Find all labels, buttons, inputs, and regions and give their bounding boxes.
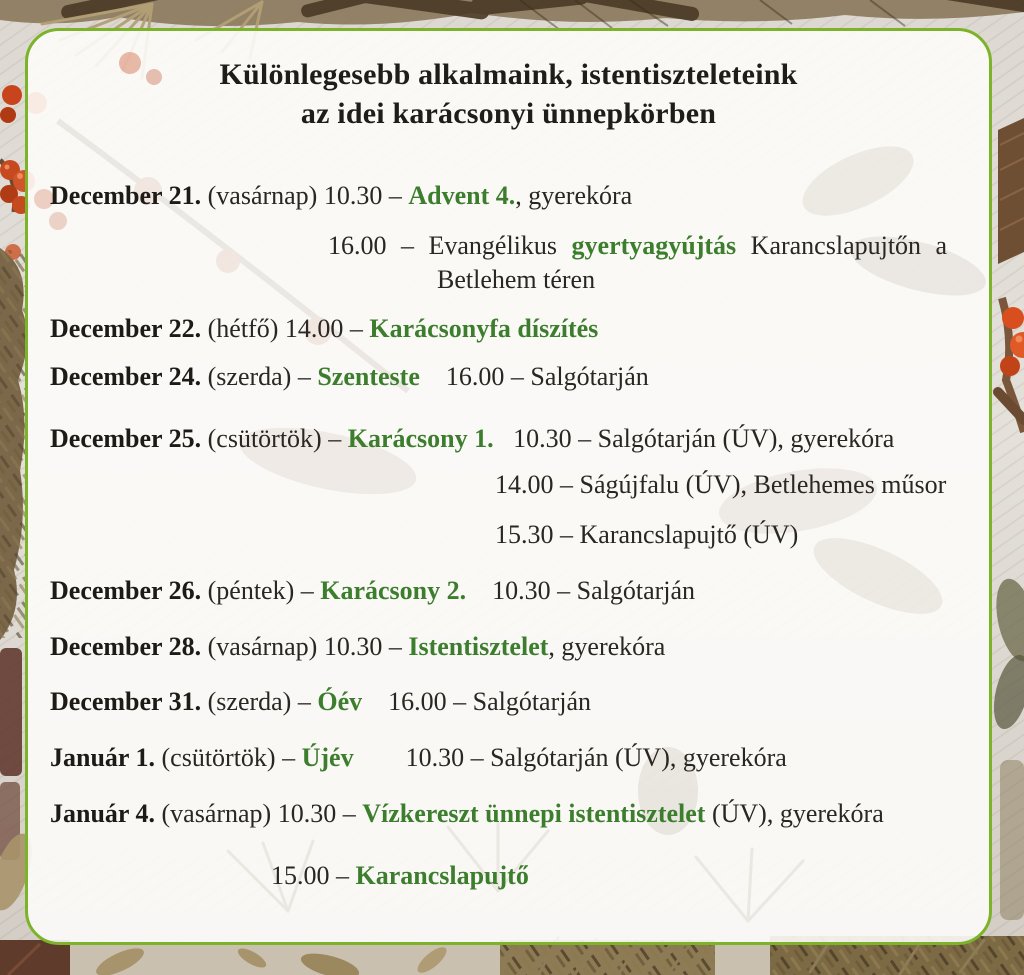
event-date: Január 4. [50,799,155,828]
event-date: December 26. [50,576,202,605]
schedule-row [50,630,979,664]
event-text: Karancslapujtőn a [736,231,948,260]
schedule-row [50,179,979,213]
event-highlight: gyertyagyújtás [571,231,737,260]
event-date: Január 1. [50,743,155,772]
schedule-row [50,859,979,893]
event-text: 10.30 – Salgótarján (ÚV), gyerekóra [493,424,895,453]
schedule-row [50,741,979,775]
event-text: (ÚV), gyerekóra [705,799,884,828]
schedule-row [50,685,979,719]
event-date: December 24. [50,362,202,391]
schedule-row [50,518,979,552]
event-date: December 22. [50,314,202,343]
event-text: (péntek) – [201,576,321,605]
schedule-row [50,797,979,831]
event-text: 16.00 – Salgótarján [362,687,592,716]
event-text: 10.30 – Salgótarján [466,576,696,605]
schedule-row [50,422,979,456]
page-title-line1: Különlegesebb alkalmaink, istentiszteleteink [219,58,798,91]
event-highlight: Óév [317,687,363,716]
event-text: (vasárnap) 10.30 – [201,632,409,661]
event-text: 15.30 – Karancslapujtő (ÚV) [495,520,799,549]
event-highlight: Karácsony 1. [347,424,494,453]
event-highlight: Újév [301,743,354,772]
page-title-line2: az idei karácsonyi ünnepkörben [300,97,717,130]
event-highlight: Advent 4. [408,181,516,210]
schedule-row [50,229,979,263]
event-highlight: Karácsonyfa díszítés [369,314,599,343]
event-date: December 31. [50,687,202,716]
page-title [28,55,989,133]
event-highlight: Karácsony 2. [320,576,467,605]
flyer-card [25,28,992,945]
event-text: Betlehem téren [437,265,596,294]
event-text: (vasárnap) 10.30 – [201,181,409,210]
event-text: 10.30 – Salgótarján (ÚV), gyerekóra [353,743,787,772]
event-text: 14.00 – Ságújfalu (ÚV), Betlehemes műsor [495,470,947,499]
event-highlight: Szenteste [317,362,420,391]
schedule [28,179,989,893]
schedule-row [50,360,979,394]
event-date: December 25. [50,424,202,453]
event-text: (szerda) – [201,362,318,391]
event-text: , gyerekóra [548,632,666,661]
event-text: (vasárnap) 10.30 – [155,799,363,828]
schedule-row [50,312,979,346]
event-text: 16.00 – Evangélikus [328,231,572,260]
event-text: 16.00 – Salgótarján [419,362,649,391]
event-text: (hétfő) 14.00 – [201,314,370,343]
event-date: December 28. [50,632,202,661]
event-highlight: Vízkereszt ünnepi istentisztelet [362,799,706,828]
event-text: 15.00 – [271,861,356,890]
event-text: , gyerekóra [515,181,633,210]
event-highlight: Karancslapujtő [355,861,529,890]
schedule-row [50,468,979,502]
event-date: December 21. [50,181,202,210]
event-highlight: Istentisztelet [408,632,549,661]
schedule-row [50,574,979,608]
schedule-row [50,263,979,297]
event-text: (csütörtök) – [201,424,348,453]
flyer-content [28,55,989,893]
event-text: (szerda) – [201,687,318,716]
event-text: (csütörtök) – [155,743,302,772]
